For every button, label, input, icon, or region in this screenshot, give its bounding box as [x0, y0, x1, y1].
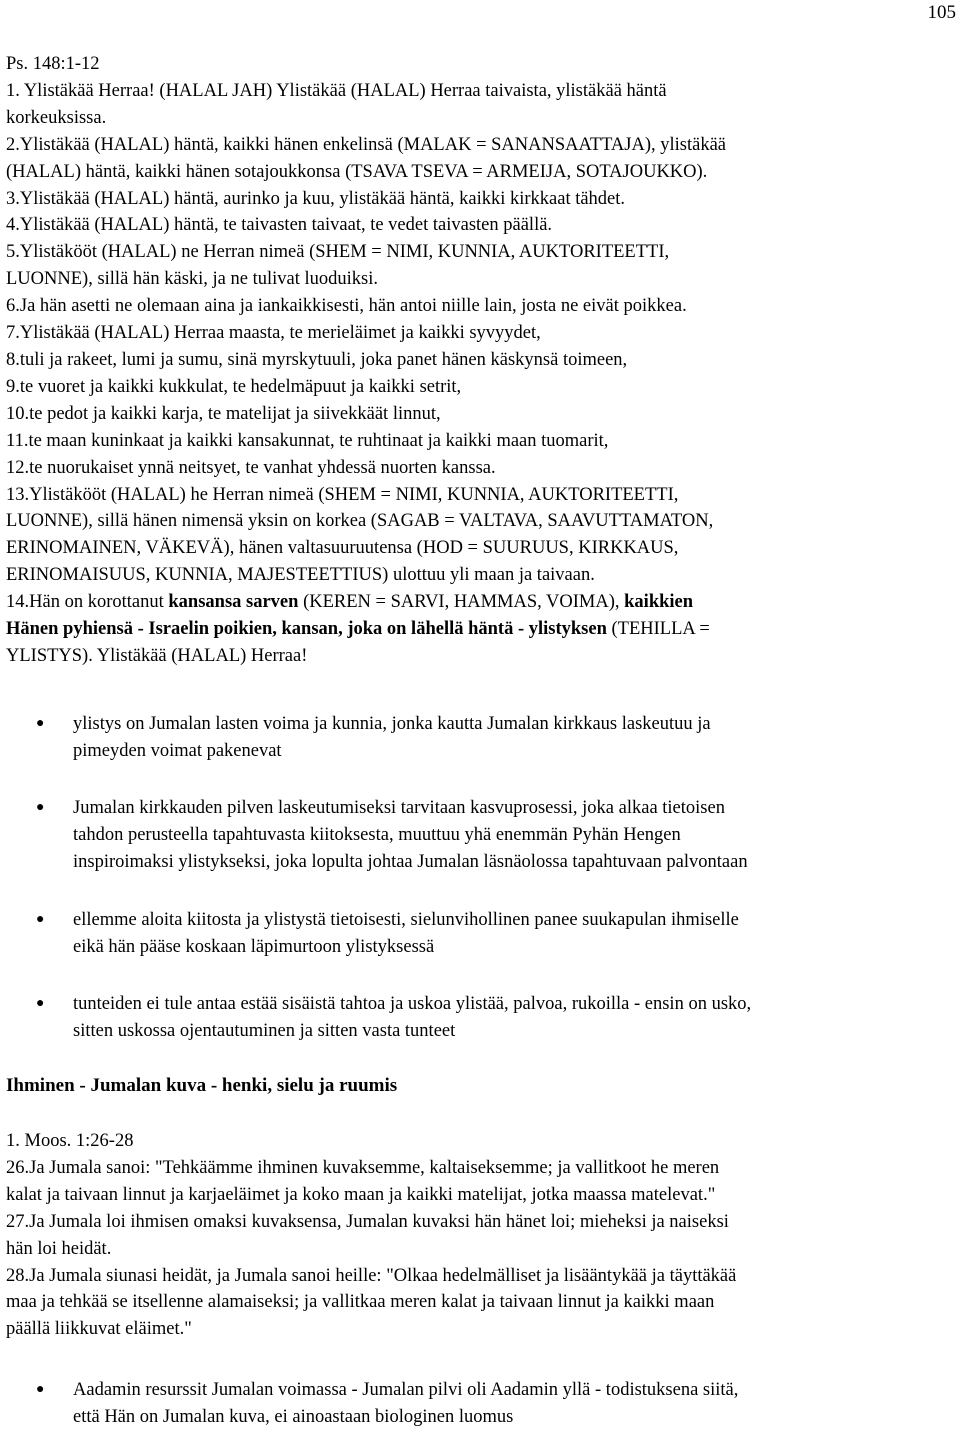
list-item-text: ylistys on Jumalan lasten voima ja kunnia, jonka kautta Jumalan kirkkaus laskeutuu ja: [73, 714, 711, 734]
genesis-line: hän loi heidät.: [6, 1238, 112, 1259]
verse-emphasis: kansansa sarven: [168, 592, 299, 613]
bullet-icon: ●: [36, 1382, 45, 1397]
psalm-line: 7.Ylistäkää (HALAL) Herraa maasta, te merieläimet ja kaikki syvyydet,: [6, 323, 541, 344]
verse-emphasis: Hänen pyhiensä - Israelin poikien, kansan, joka on lähellä häntä - ylistyksen: [6, 619, 607, 640]
genesis-reference: 1. Moos. 1:26-28: [6, 1131, 134, 1151]
psalm-line: ERINOMAINEN, VÄKEVÄ), hänen valtasuuruutensa (HOD = SUURUUS, KIRKKAUS,: [6, 538, 679, 559]
psalm-line: ERINOMAISUUS, KUNNIA, MAJESTEETTIUS) ulottuu yli maan ja taivaan.: [6, 565, 595, 586]
list-item-text: eikä hän pääse koskaan läpimurtoon ylistyksessä: [73, 936, 435, 957]
genesis-line: 27.Ja Jumala loi ihmisen omaksi kuvaksensa, Jumalan kuvaksi hän hänet loi; mieheksi ja naiseksi: [6, 1211, 729, 1232]
psalm-verse-14: YLISTYS). Ylistäkää (HALAL) Herraa!: [6, 645, 308, 666]
psalm-line: 13.Ylistäkööt (HALAL) he Herran nimeä (SHEM = NIMI, KUNNIA, AUKTORITEETTI,: [6, 484, 679, 505]
list-item-text: että Hän on Jumalan kuva, ei ainoastaan biologinen luomus: [73, 1406, 514, 1427]
list-item-text: inspiroimaksi ylistykseksi, joka lopulta johtaa Jumalan läsnäolossa tapahtuvaan palvontaan: [73, 851, 748, 872]
genesis-line: 28.Ja Jumala siunasi heidät, ja Jumala sanoi heille: "Olkaa hedelmälliset ja lisääntykää ja täyttäkää: [6, 1265, 737, 1286]
psalm-line: 3.Ylistäkää (HALAL) häntä, aurinko ja kuu, ylistäkää häntä, kaikki kirkkaat tähdet.: [6, 188, 626, 209]
list-item-text: tahdon perusteella tapahtuvasta kiitoksesta, muuttuu yhä enemmän Pyhän Hengen: [73, 824, 681, 845]
psalm-line: 9.te vuoret ja kaikki kukkulat, te hedelmäpuut ja kaikki setrit,: [6, 376, 462, 397]
list-item-text: pimeyden voimat pakenevat: [73, 740, 282, 761]
genesis-line: päällä liikkuvat eläimet.": [6, 1319, 192, 1340]
psalm-line: (HALAL) häntä, kaikki hänen sotajoukkonsa (TSAVA TSEVA = ARMEIJA, SOTAJOUKKO).: [6, 161, 708, 182]
genesis-line: maa ja tehkää se itsellenne alamaiseksi; ja vallitkaa meren kalat ja taivaan linnut ja kaikki maan: [6, 1292, 715, 1313]
psalm-line: 12.te nuorukaiset ynnä neitsyet, te vanhat yhdessä nuorten kanssa.: [6, 457, 496, 478]
bullet-icon: ●: [36, 716, 45, 731]
psalm-line: 6.Ja hän asetti ne olemaan aina ja iankaikkisesti, hän antoi niille lain, josta ne eivät poikkea.: [6, 296, 687, 317]
genesis-passage: [6, 1128, 946, 1343]
genesis-line: 26.Ja Jumala sanoi: "Tehkäämme ihminen kuvaksemme, kaltaiseksemme; ja vallitkoot he meren: [6, 1157, 720, 1178]
psalm-line: 8.tuli ja rakeet, lumi ja sumu, sinä myrskytuuli, joka panet hänen käskynsä toimeen,: [6, 349, 628, 370]
list-item-text: Aadamin resurssit Jumalan voimassa - Jumalan pilvi oli Aadamin yllä - todistuksena siitä,: [73, 1380, 739, 1400]
list-item-text: ellemme aloita kiitosta ja ylistystä tietoisesti, sielunvihollinen panee suukapulan ihmiselle: [73, 910, 739, 930]
list-item-text: Jumalan kirkkauden pilven laskeutumiseksi tarvitaan kasvuprosessi, joka alkaa tietoisen: [73, 798, 725, 818]
list-item-text: tunteiden ei tule antaa estää sisäistä tahtoa ja uskoa ylistää, palvoa, rukoilla - ensin on usko,: [73, 994, 752, 1014]
psalm-line: 10.te pedot ja kaikki karja, te matelijat ja siivekkäät linnut,: [6, 403, 441, 424]
verse-text: 14.Hän on korottanut: [6, 592, 169, 613]
bullet-icon: ●: [36, 996, 45, 1011]
psalm-line: 4.Ylistäkää (HALAL) häntä, te taivasten taivaat, te vedet taivasten päällä.: [6, 215, 553, 236]
page-number: 105: [927, 2, 956, 23]
psalm-line: 1. Ylistäkää Herraa! (HALAL JAH) Ylistäkää (HALAL) Herraa taivaista, ylistäkää häntä: [6, 80, 667, 101]
genesis-line: kalat ja taivaan linnut ja karjaeläimet ja koko maan ja kaikki matelijat, jotka maassa matelevat.": [6, 1184, 716, 1205]
verse-text: (KEREN = SARVI, HAMMAS, VOIMA),: [298, 592, 625, 613]
psalm-passage: [6, 51, 946, 670]
psalm-line: korkeuksissa.: [6, 107, 107, 128]
psalm-line: LUONNE), sillä hän käski, ja ne tulivat luoduiksi.: [6, 269, 378, 290]
psalm-line: 2.Ylistäkää (HALAL) häntä, kaikki hänen enkelinsä (MALAK = SANANSAATTAJA), ylistäkää: [6, 134, 727, 155]
psalm-verse-14: [6, 589, 946, 616]
list-item-text: sitten uskossa ojentautuminen ja sitten vasta tunteet: [73, 1020, 456, 1041]
psalm-reference: Ps. 148:1-12: [6, 54, 100, 74]
psalm-line: 5.Ylistäkööt (HALAL) ne Herran nimeä (SHEM = NIMI, KUNNIA, AUKTORITEETTI,: [6, 242, 670, 263]
psalm-line: 11.te maan kuninkaat ja kaikki kansakunnat, te ruhtinaat ja kaikki maan tuomarit,: [6, 430, 609, 451]
verse-text: (TEHILLA =: [606, 619, 710, 640]
bullet-icon: ●: [36, 800, 45, 815]
bullet-icon: ●: [36, 912, 45, 927]
verse-emphasis: kaikkien: [624, 592, 694, 613]
section-heading: Ihminen - Jumalan kuva - henki, sielu ja ruumis: [6, 1075, 398, 1096]
psalm-verse-14: [6, 616, 946, 643]
psalm-line: LUONNE), sillä hänen nimensä yksin on korkea (SAGAB = VALTAVA, SAAVUTTAMATON,: [6, 511, 714, 532]
